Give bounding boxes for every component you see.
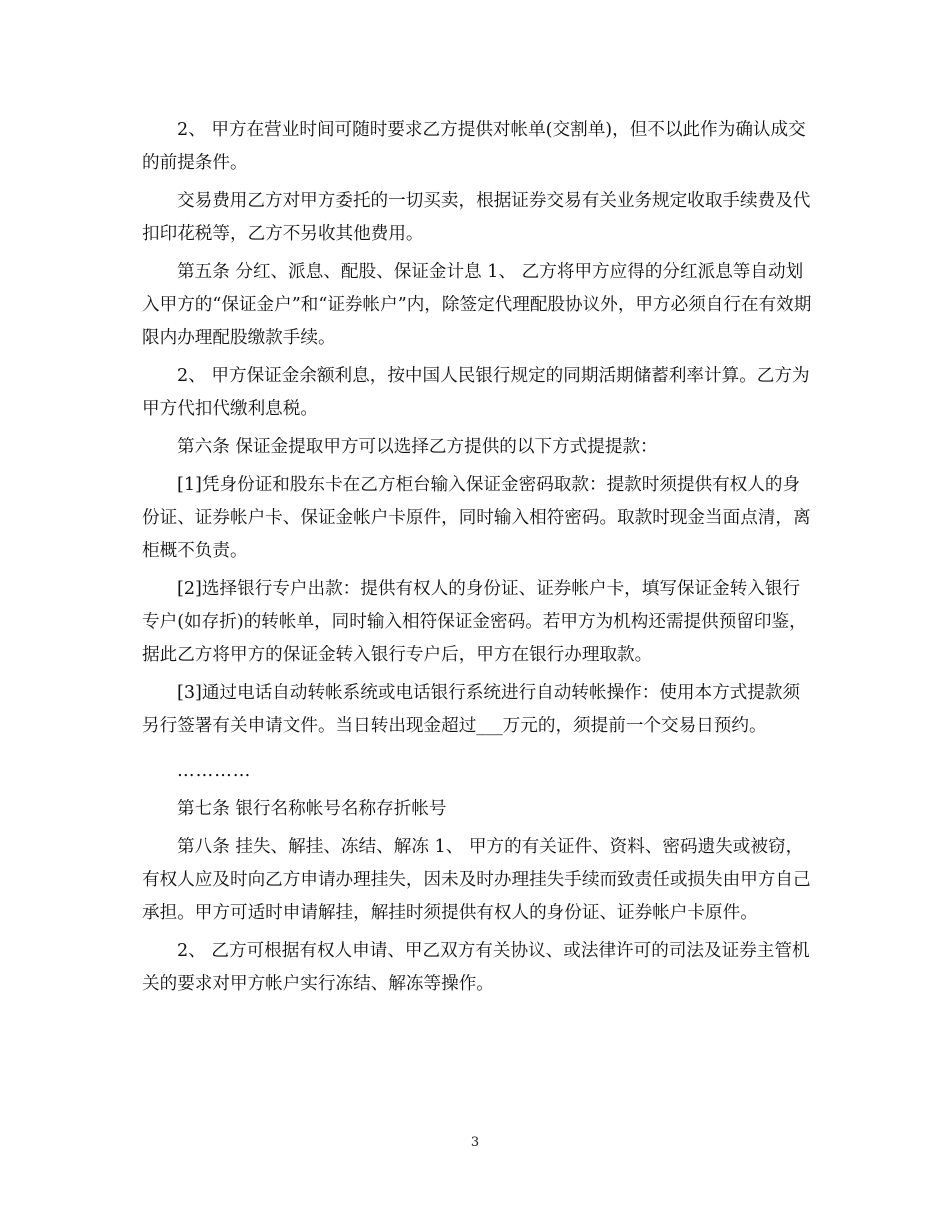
paragraph-withdraw-method-2: [2]选择银行专户出款：提供有权人的身份证、证券帐户卡，填写保证金转入银行专户(如存折)的转帐单，同时输入相符保证金密码。若甲方为机构还需提供预留印鉴，据此乙方将甲方的保证金转入银行专户后，甲方在银行办理取款。 bbox=[142, 579, 807, 665]
paragraph-article-7: 第七条 银行名称帐号名称存折帐号 bbox=[177, 799, 447, 819]
page-number: 3 bbox=[470, 1135, 480, 1150]
paragraph-article-5: 第五条 分红、派息、配股、保证金计息 1、 乙方将甲方应得的分红派息等自动划入甲方的“保证金户”和“证券帐户”内，除签定代理配股协议外，甲方必须自行在有效期限内办理配股缴款手续。 bbox=[142, 262, 812, 348]
ellipsis-separator: ………… bbox=[177, 761, 252, 781]
paragraph-transaction-fees: 交易费用乙方对甲方委托的一切买卖，根据证券交易有关业务规定收取手续费及代扣印花税等，乙方不另收其他费用。 bbox=[142, 191, 811, 244]
paragraph-article-8: 第八条 挂失、解挂、冻结、解冻 1、 甲方的有关证件、资料、密码遗失或被窃，有权人应及时向乙方申请办理挂失，因未及时办理挂失手续而致责任或损失由甲方自己承担。甲方可适时申请解挂，解挂时须提供有权人的身份证、证券帐户卡原件。 bbox=[142, 837, 811, 923]
document-body bbox=[142, 114, 812, 1001]
paragraph-statement-request: 2、 甲方在营业时间可随时要求乙方提供对帐单(交割单)，但不以此作为确认成交的前提条件。 bbox=[142, 120, 806, 173]
paragraph-withdraw-method-3: [3]通过电话自动转帐系统或电话银行系统进行自动转帐操作：使用本方式提款须另行签署有关申请文件。当日转出现金超过___万元的，须提前一个交易日预约。 bbox=[142, 683, 801, 736]
paragraph-interest: 2、 甲方保证金余额利息，按中国人民银行规定的同期活期储蓄利率计算。乙方为甲方代扣代缴利息税。 bbox=[142, 366, 810, 419]
paragraph-article-6: 第六条 保证金提取甲方可以选择乙方提供的以下方式提提款： bbox=[177, 437, 658, 457]
paragraph-withdraw-method-1: [1]凭身份证和股东卡在乙方柜台输入保证金密码取款：提款时须提供有权人的身份证、证券帐户卡、保证金帐户卡原件，同时输入相符密码。取款时现金当面点清，离柜概不负责。 bbox=[142, 475, 811, 561]
paragraph-freeze-operations: 2、 乙方可根据有权人申请、甲乙双方有关协议、或法律许可的司法及证券主管机关的要求对甲方帐户实行冻结、解冻等操作。 bbox=[142, 941, 810, 994]
